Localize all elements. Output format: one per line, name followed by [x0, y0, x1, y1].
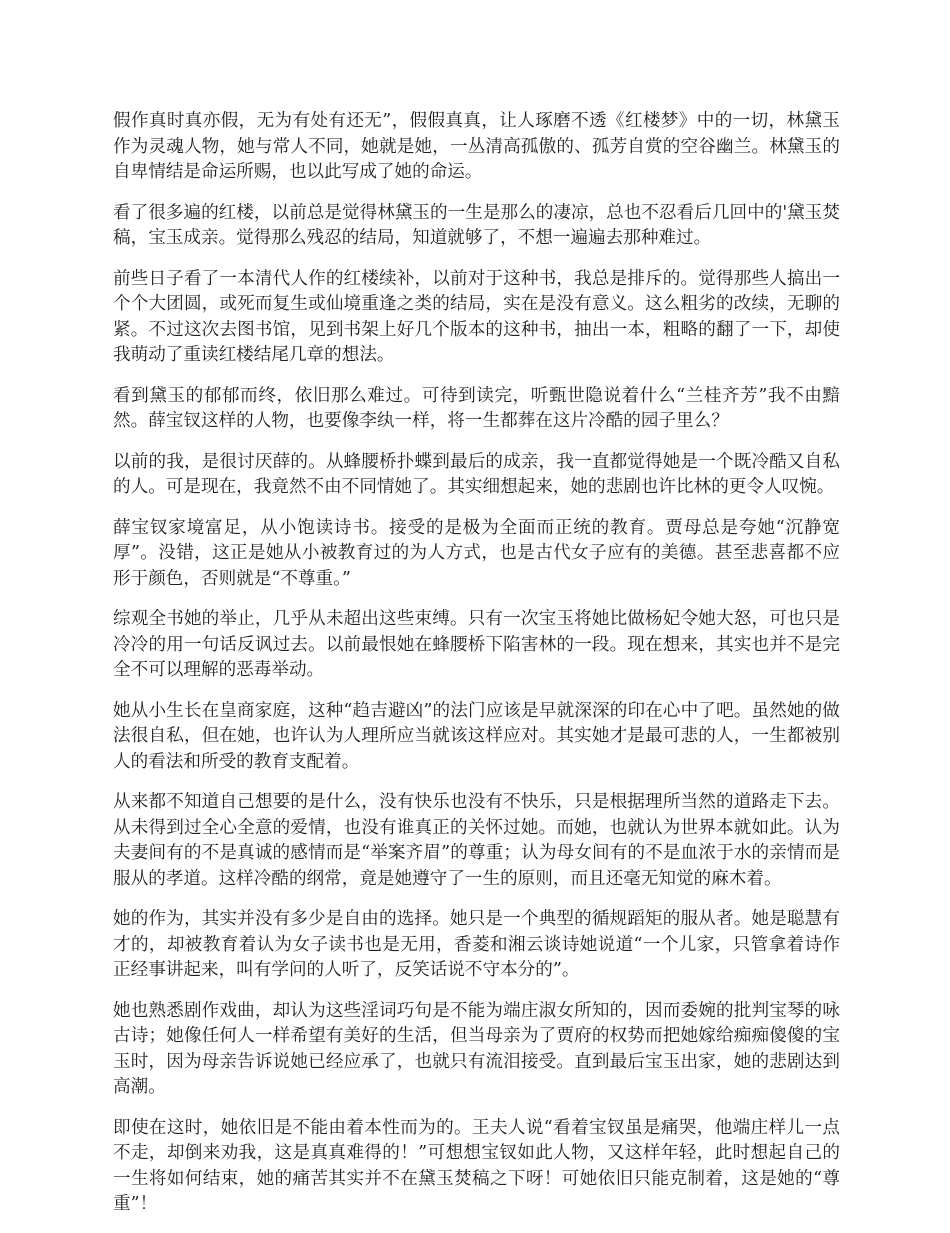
paragraph-11: 她也熟悉剧作戏曲，却认为这些淫词巧句是不能为端庄淑女所知的，因而委婉的批判宝琴的咏古诗；她像任何人一样希望有美好的生活，但当母亲为了贾府的权势而把她嫁给痴痴傻傻的宝玉时，因为母亲告诉说她已经应承了，也就只有流泪接受。直到最后宝玉出家，她的悲剧达到高潮。 [113, 1000, 840, 1097]
paragraph-6: 薛宝钗家境富足，从小饱读诗书。接受的是极为全面而正统的教育。贾母总是夸她“沉静宽厚”。没错，这正是她从小被教育过的为人方式，也是古代女子应有的美德。甚至悲喜都不应形于颜色，否则就是“不尊重。” [113, 517, 840, 589]
paragraph-4: 看到黛玉的郁郁而终，依旧那么难过。可待到读完，听甄世隐说着什么“兰桂齐芳”我不由黯然。薛宝钗这样的人物，也要像李纨一样，将一生都葬在这片冷酷的园子里么？ [113, 385, 840, 431]
paragraph-7: 综观全书她的举止，几乎从未超出这些束缚。只有一次宝玉将她比做杨妃令她大怒，可也只是冷冷的用一句话反讽过去。以前最恨她在蜂腰桥下陷害林的一段。现在想来，其实也并不是完全不可以理解的恶毒举动。 [113, 609, 840, 680]
paragraph-10: 她的作为，其实并没有多少是自由的选择。她只是一个典型的循规蹈矩的服从者。她是聪慧有才的，却被教育着认为女子读书也是无用，香菱和湘云谈诗她说道“一个儿家，只管拿着诗作正经事讲起来，叫有学问的人听了，反笑话说不守本分的”。 [113, 909, 840, 980]
paragraph-2: 看了很多遍的红楼，以前总是觉得林黛玉的一生是那么的凄凉，总也不忍看后几回中的'黛玉焚稿，宝玉成亲。觉得那么残忍的结局，知道就够了，不想一遍遍去那种难过。 [113, 202, 840, 248]
paragraph-1: 假作真时真亦假，无为有处有还无”，假假真真，让人琢磨不透《红楼梦》中的一切，林黛玉作为灵魂人物，她与常人不同，她就是她，一丛清高孤傲的、孤芳自赏的空谷幽兰。林黛玉的自卑情结是命运所赐，也以此写成了她的命运。 [113, 111, 840, 182]
paragraph-9: 从来都不知道自己想要的是什么，没有快乐也没有不快乐，只是根据理所当然的道路走下去。从未得到过全心全意的爱情，也没有谁真正的关怀过她。而她，也就认为世界本就如此。认为夫妻间有的不是真诚的感情而是“举案齐眉”的尊重；认为母女间有的不是血浓于水的亲情而是服从的孝道。这样冷酷的纲常，竟是她遵守了一生的原则，而且还毫无知觉的麻木着。 [113, 792, 840, 889]
paragraph-3: 前些日子看了一本清代人作的红楼续补，以前对于这种书，我总是排斥的。觉得那些人搞出一个个大团圆，或死而复生或仙境重逢之类的结局，实在是没有意义。这么粗劣的改续，无聊的紧。不过这次去图书馆，见到书架上好几个版本的这种书，抽出一本，粗略的翻了一下，却使我萌动了重读红楼结尾几章的想法。 [113, 268, 840, 365]
paragraph-8: 她从小生长在皇商家庭，这种“趋吉避凶”的法门应该是早就深深的印在心中了吧。虽然她的做法很自私，但在她，也许认为人理所应当就该这样应对。其实她才是最可悲的人，一生都被别人的看法和所受的教育支配着。 [113, 700, 840, 772]
document-body [113, 109, 840, 1233]
paragraph-5: 以前的我，是很讨厌薛的。从蜂腰桥扑蝶到最后的成亲，我一直都觉得她是一个既冷酷又自私的人。可是现在，我竟然不由不同情她了。其实细想起来，她的悲剧也许比林的更令人叹惋。 [113, 451, 840, 497]
paragraph-12: 即使在这时，她依旧是不能由着本性而为的。王夫人说“看着宝钗虽是痛哭，他端庄样儿一点不走，却倒来劝我，这是真真难得的！”可想想宝钗如此人物，又这样年轻，此时想起自己的一生将如何结束，她的痛苦其实并不在黛玉焚稿之下呀！可她依旧只能克制着，这是她的“尊重”！ [113, 1117, 840, 1214]
